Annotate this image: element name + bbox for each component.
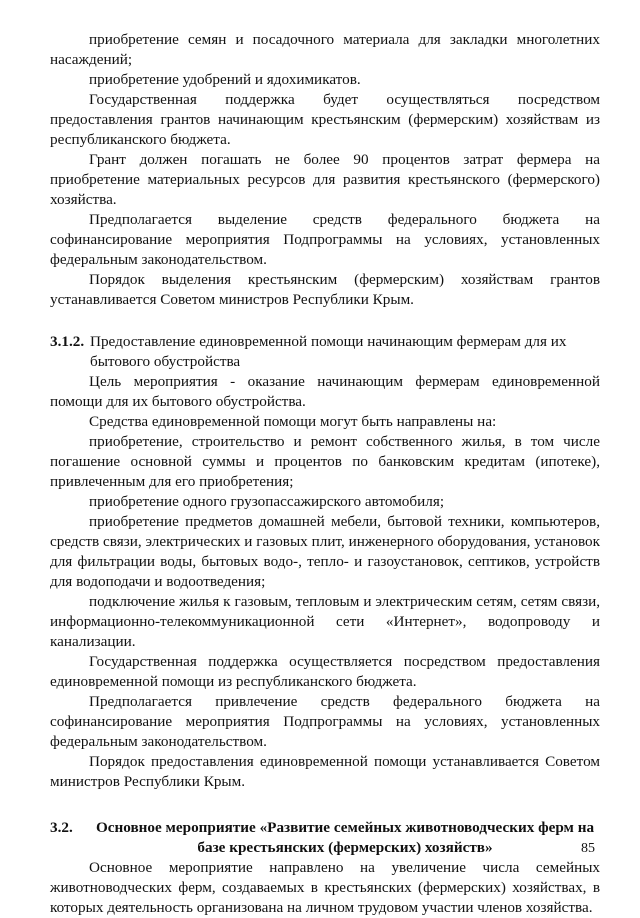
paragraph: Предполагается выделение средств федерального бюджета на софинансирование мероприятия Подпрограммы на условиях, установленных федеральным законодательством. — [50, 211, 600, 268]
paragraph: Основное мероприятие направлено на увеличение числа семейных животноводческих ферм, создаваемых в крестьянских (фермерских) хозяйствах, в которых деятельность организована на личном трудовом участии членов хозяйства. — [50, 859, 600, 916]
paragraph: приобретение одного грузопассажирского автомобиля; — [89, 493, 445, 510]
paragraph: Государственная поддержка осуществляется посредством предоставления единовременной помощи из республиканского бюджета. — [50, 653, 600, 690]
paragraph: приобретение предметов домашней мебели, бытовой техники, компьютеров, средств связи, электрических и газовых плит, инженерного оборудования, установок для фильтрации воды, бытовых водо-, тепло- и газоустановок, септиков, устройств для водоподачи и водоотведения; — [50, 513, 600, 590]
paragraph: приобретение удобрений и ядохимикатов. — [89, 71, 361, 88]
paragraph: Средства единовременной помощи могут быть направлены на: — [89, 413, 497, 430]
paragraph: Порядок выделения крестьянским (фермерским) хозяйствам грантов устанавливается Советом министров Республики Крым. — [50, 271, 600, 308]
paragraph: приобретение семян и посадочного материала для закладки многолетних насаждений; — [50, 31, 600, 68]
section-number: 3.2. — [50, 819, 73, 836]
section-title: Основное мероприятие «Развитие семейных животноводческих ферм на базе крестьянских (фермерских) хозяйств» — [95, 819, 595, 856]
page-number: 85 — [581, 841, 595, 856]
section-heading-3-2 — [50, 818, 600, 858]
paragraph: Государственная поддержка будет осуществляться посредством предоставления грантов начинающим крестьянским (фермерским) хозяйствам из республиканского бюджета. — [50, 91, 600, 148]
page-content — [50, 30, 600, 918]
paragraph: Цель мероприятия - оказание начинающим фермерам единовременной помощи для их бытового обустройства. — [50, 373, 600, 410]
paragraph: Порядок предоставления единовременной помощи устанавливается Советом министров Республики Крым. — [50, 753, 600, 790]
paragraph: Грант должен погашать не более 90 процентов затрат фермера на приобретение материальных ресурсов для развития крестьянского (фермерского) хозяйства. — [50, 151, 600, 208]
paragraph: подключение жилья к газовым, тепловым и электрическим сетям, сетям связи, информационно-телекоммуникационной сети «Интернет», водопроводу и канализации. — [50, 593, 600, 650]
section-title: Предоставление единовременной помощи начинающим фермерам для их бытового обустройства — [90, 333, 567, 370]
paragraph: приобретение, строительство и ремонт собственного жилья, в том числе погашение основной суммы и процентов по банковским кредитам (ипотеке), привлеченным для его приобретения; — [50, 433, 600, 490]
paragraph: Предполагается привлечение средств федерального бюджета на софинансирование мероприятия Подпрограммы на условиях, установленных федеральным законодательством. — [50, 693, 600, 750]
section-heading-3-1-2 — [50, 332, 600, 372]
section-number: 3.1.2. — [50, 333, 85, 350]
